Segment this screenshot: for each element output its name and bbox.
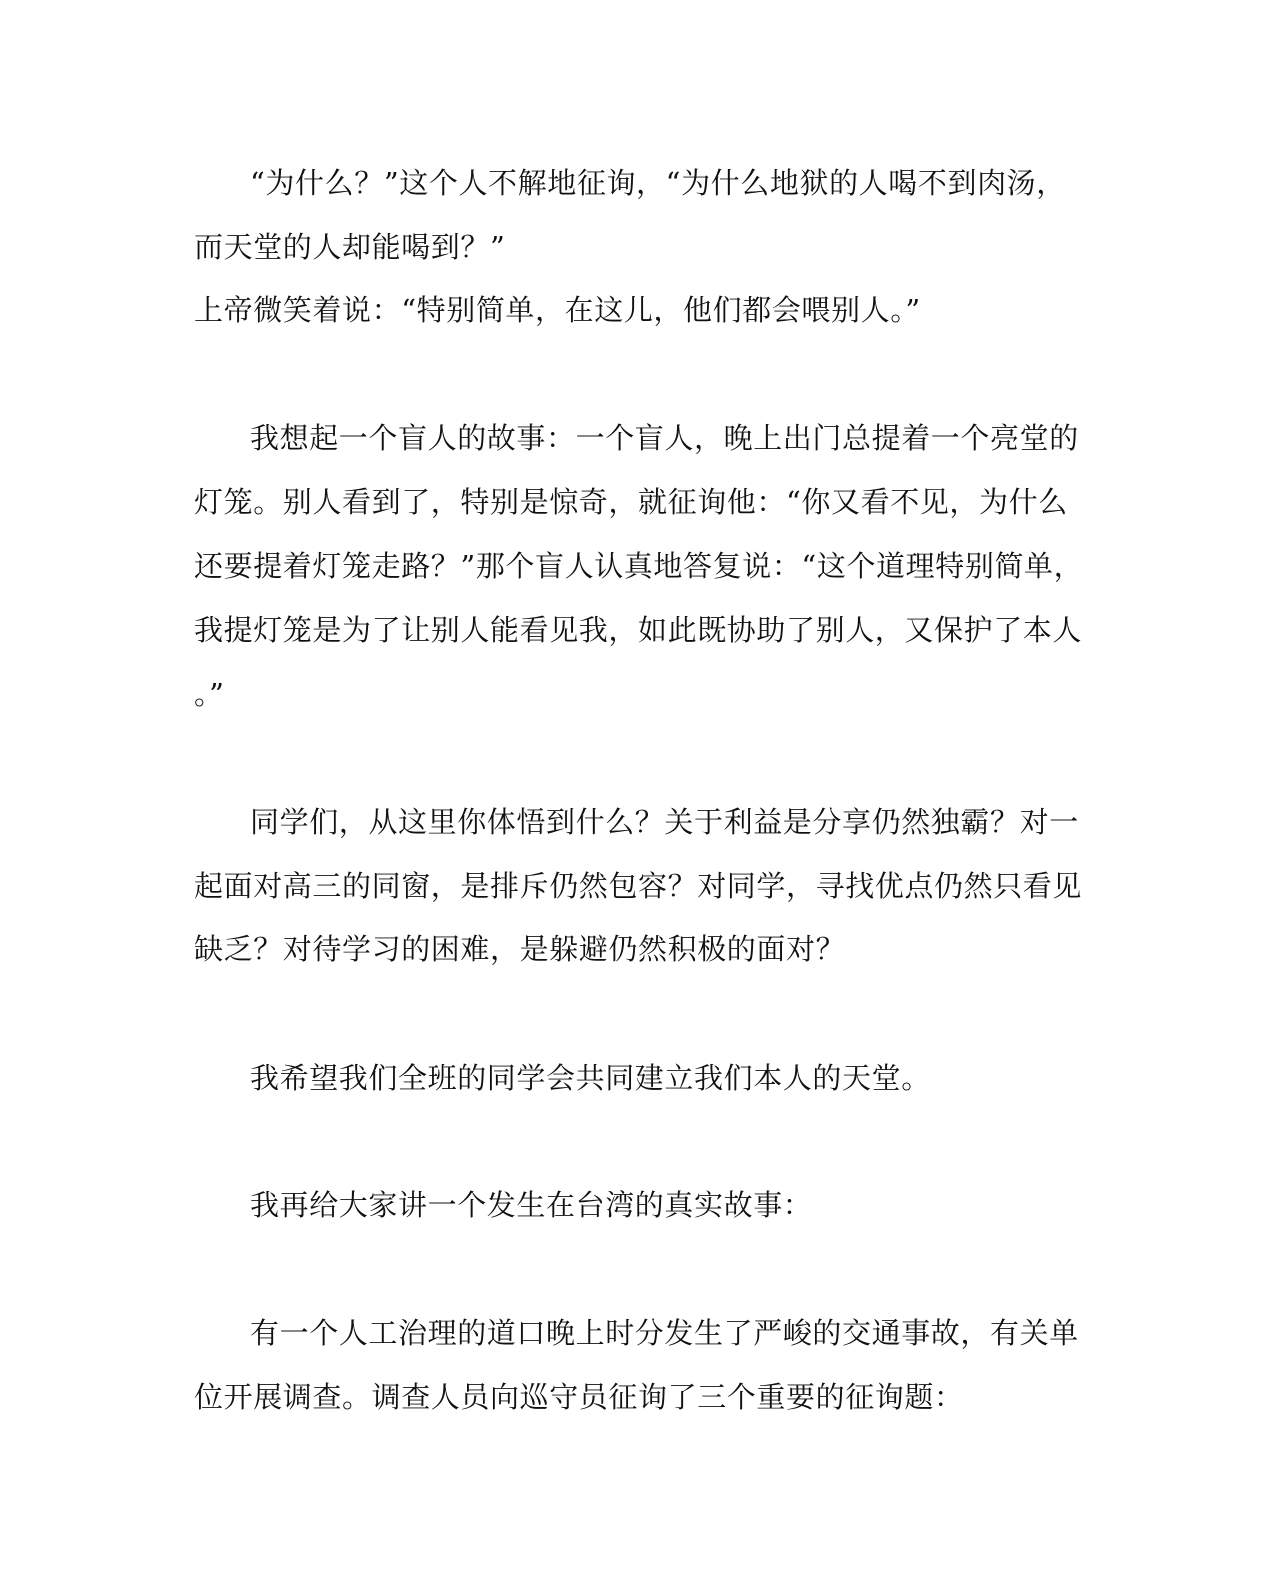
text-line: 缺乏？对待学习的困难，是躲避仍然积极的面对？ <box>194 932 846 966</box>
text-line: 而天堂的人却能喝到？” <box>194 230 506 264</box>
text-line: 同学们，从这里你体悟到什么？关于利益是分享仍然独霸？对一 <box>250 805 1079 839</box>
text-line: 上帝微笑着说：“特别简单，在这儿，他们都会喂别人。” <box>194 293 921 327</box>
text-line: 。” <box>194 677 225 711</box>
text-line: 还要提着灯笼走路？”那个盲人认真地答复说：“这个道理特别简单， <box>194 549 1084 583</box>
text-line: 我提灯笼是为了让别人能看见我，如此既协助了别人，又保护了本人 <box>194 613 1083 647</box>
text-line: 位开展调查。调查人员向巡守员征询了三个重要的征询题： <box>194 1380 964 1414</box>
text-line: “为什么？”这个人不解地征询，“为什么地狱的人喝不到肉汤， <box>250 166 1066 200</box>
text-line: 起面对高三的同窗，是排斥仍然包容？对同学，寻找优点仍然只看见 <box>194 869 1083 903</box>
text-line: 我想起一个盲人的故事：一个盲人，晚上出门总提着一个亮堂的 <box>250 421 1079 455</box>
text-line: 有一个人工治理的道口晚上时分发生了严峻的交通事故，有关单 <box>250 1316 1079 1350</box>
text-line: 我再给大家讲一个发生在台湾的真实故事： <box>250 1188 813 1222</box>
text-line: 我希望我们全班的同学会共同建立我们本人的天堂。 <box>250 1061 931 1095</box>
text-line: 灯笼。别人看到了，特别是惊奇，就征询他：“你又看不见，为什么 <box>194 485 1068 519</box>
